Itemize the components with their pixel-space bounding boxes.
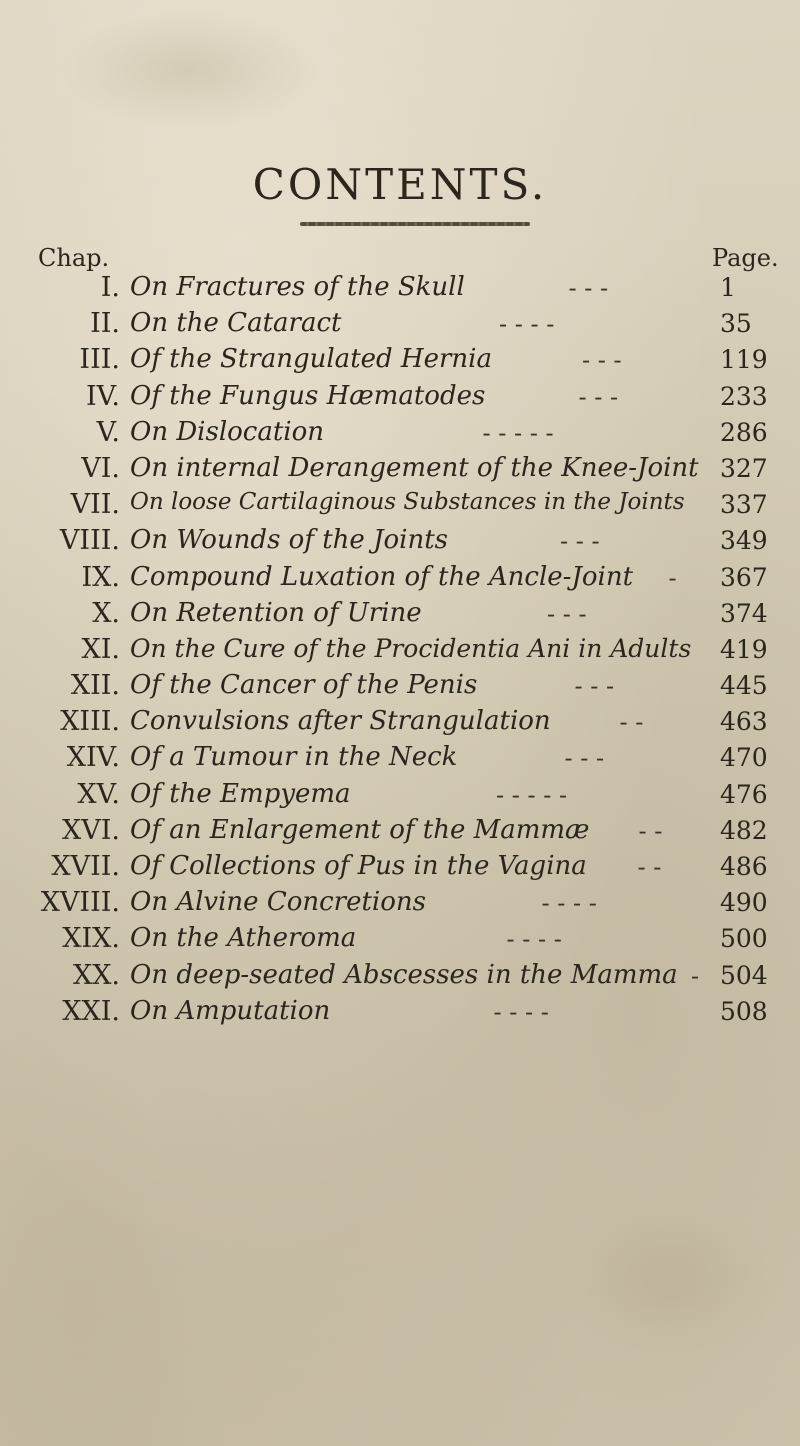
contents-entry: [0, 740, 800, 776]
chapter-title: Of an Enlargement of the Mammæ: [130, 814, 590, 845]
page-number: 504: [720, 960, 768, 990]
page-number: 490: [720, 888, 768, 918]
chapter-title: On Dislocation: [130, 416, 325, 447]
contents-entry: [0, 596, 800, 632]
contents-entry: [0, 415, 800, 451]
contents-entry: [0, 306, 800, 342]
chapter-number: VII.: [70, 489, 120, 521]
dot-leader: - - -: [568, 274, 609, 302]
page-heading: CONTENTS.: [252, 160, 548, 209]
contents-entry: [0, 668, 800, 704]
chapter-title: Of the Empyema: [130, 778, 351, 809]
page-column-label: Page.: [712, 244, 779, 272]
heading-rule: [300, 222, 530, 226]
chapter-number: XXI.: [62, 995, 120, 1027]
page-number: 508: [720, 996, 768, 1026]
dot-leader: - -: [638, 816, 663, 845]
page-number: 327: [720, 453, 768, 483]
chapter-number: XIV.: [66, 742, 120, 774]
contents-entry: [0, 451, 800, 487]
chapter-title: On Alvine Concretions: [130, 887, 426, 918]
chapter-title: On the Cure of the Procidentia Ani in Adults: [130, 633, 692, 663]
paper-stain: [560, 1200, 780, 1360]
chapter-title: On Fractures of the Skull: [130, 272, 465, 302]
contents-entry: [0, 777, 800, 813]
chapter-title: On internal Derangement of the Knee-Joint: [130, 452, 699, 483]
chapter-number: III.: [79, 344, 120, 376]
chapter-title: Of the Strangulated Hernia: [130, 344, 492, 375]
page-number: 35: [720, 309, 752, 339]
contents-entry: [0, 270, 800, 306]
page-number: 337: [720, 490, 768, 520]
contents-entry: [0, 487, 800, 523]
chapter-number: VI.: [81, 452, 120, 484]
chapter-number: IX.: [81, 561, 120, 593]
page-number: 349: [720, 526, 768, 556]
contents-entry: [0, 523, 800, 559]
dot-leader: - -: [637, 853, 662, 881]
page-number: 419: [720, 634, 768, 664]
contents-list: [0, 270, 800, 1030]
chapter-number: I.: [100, 272, 120, 303]
dot-leader: - - -: [564, 744, 605, 773]
paper-stain: [60, 10, 320, 130]
dot-leader: - - -: [582, 346, 622, 375]
chapter-column-label: Chap.: [38, 244, 110, 272]
dot-leader: -: [691, 961, 700, 990]
chapter-title: On deep-seated Abscesses in the Mamma: [130, 959, 678, 990]
chapter-number: XVI.: [62, 814, 120, 846]
contents-entry: [0, 921, 800, 957]
chapter-number: XIII.: [60, 706, 120, 738]
dot-leader: - - - - -: [482, 418, 554, 447]
page-number: 367: [720, 562, 768, 592]
contents-entry: [0, 342, 800, 378]
contents-entry: [0, 704, 800, 740]
dot-leader: - - -: [547, 599, 587, 628]
page-number: 470: [720, 743, 768, 773]
page-number: 500: [720, 924, 768, 954]
chapter-title: On Amputation: [130, 995, 331, 1026]
chapter-number: X.: [92, 597, 120, 629]
contents-entry: [0, 885, 800, 921]
chapter-number: XX.: [72, 959, 120, 991]
contents-entry: [0, 994, 800, 1030]
contents-entry: [0, 958, 800, 994]
dot-leader: - - -: [574, 672, 615, 701]
dot-leader: - - - - -: [496, 780, 568, 809]
page-number: 463: [720, 707, 768, 737]
contents-entry: [0, 560, 800, 596]
chapter-title: Compound Luxation of the Ancle-Joint: [130, 561, 634, 592]
chapter-number: XIX.: [62, 923, 120, 955]
page-number: 445: [720, 671, 768, 701]
contents-entry: [0, 632, 800, 668]
dot-leader: - - - -: [493, 997, 549, 1026]
chapter-number: II.: [90, 308, 120, 340]
page-number: 286: [720, 417, 768, 447]
chapter-number: IV.: [85, 380, 120, 412]
chapter-number: XVIII.: [40, 887, 120, 919]
dot-leader: - - - -: [499, 310, 555, 339]
chapter-title: On Wounds of the Joints: [130, 525, 448, 556]
chapter-title: On Retention of Urine: [130, 597, 422, 628]
chapter-number: XV.: [77, 778, 120, 810]
chapter-number: V.: [96, 416, 120, 448]
dot-leader: - - -: [578, 382, 619, 411]
chapter-title: On loose Cartilaginous Substances in the Joints: [130, 489, 685, 516]
dot-leader: - -: [619, 708, 644, 737]
chapter-number: VIII.: [59, 525, 120, 557]
chapter-title: Convulsions after Strangulation: [130, 706, 551, 737]
page-number: 486: [720, 852, 768, 881]
page-number: 1: [720, 273, 736, 302]
chapter-title: Of the Fungus Hæmatodes: [130, 380, 486, 411]
chapter-title: On the Atheroma: [130, 923, 357, 954]
dot-leader: -: [668, 563, 677, 592]
page-number: 233: [720, 381, 768, 411]
page-number: 119: [720, 345, 768, 375]
page-number: 374: [720, 598, 768, 628]
chapter-number: XVII.: [51, 851, 120, 882]
contents-entry: [0, 849, 800, 885]
chapter-title: Of the Cancer of the Penis: [130, 670, 478, 701]
contents-entry: [0, 813, 800, 849]
chapter-number: XI.: [81, 633, 120, 665]
chapter-title: On the Cataract: [130, 308, 342, 339]
dot-leader: - - - -: [506, 925, 562, 954]
chapter-title: Of a Tumour in the Neck: [130, 742, 458, 773]
page-number: 476: [720, 779, 768, 809]
contents-entry: [0, 379, 800, 415]
page-number: 482: [720, 815, 768, 845]
chapter-number: XII.: [70, 670, 120, 702]
dot-leader: - - - -: [541, 889, 597, 918]
dot-leader: - - -: [560, 527, 600, 556]
chapter-title: Of Collections of Pus in the Vagina: [130, 851, 587, 881]
